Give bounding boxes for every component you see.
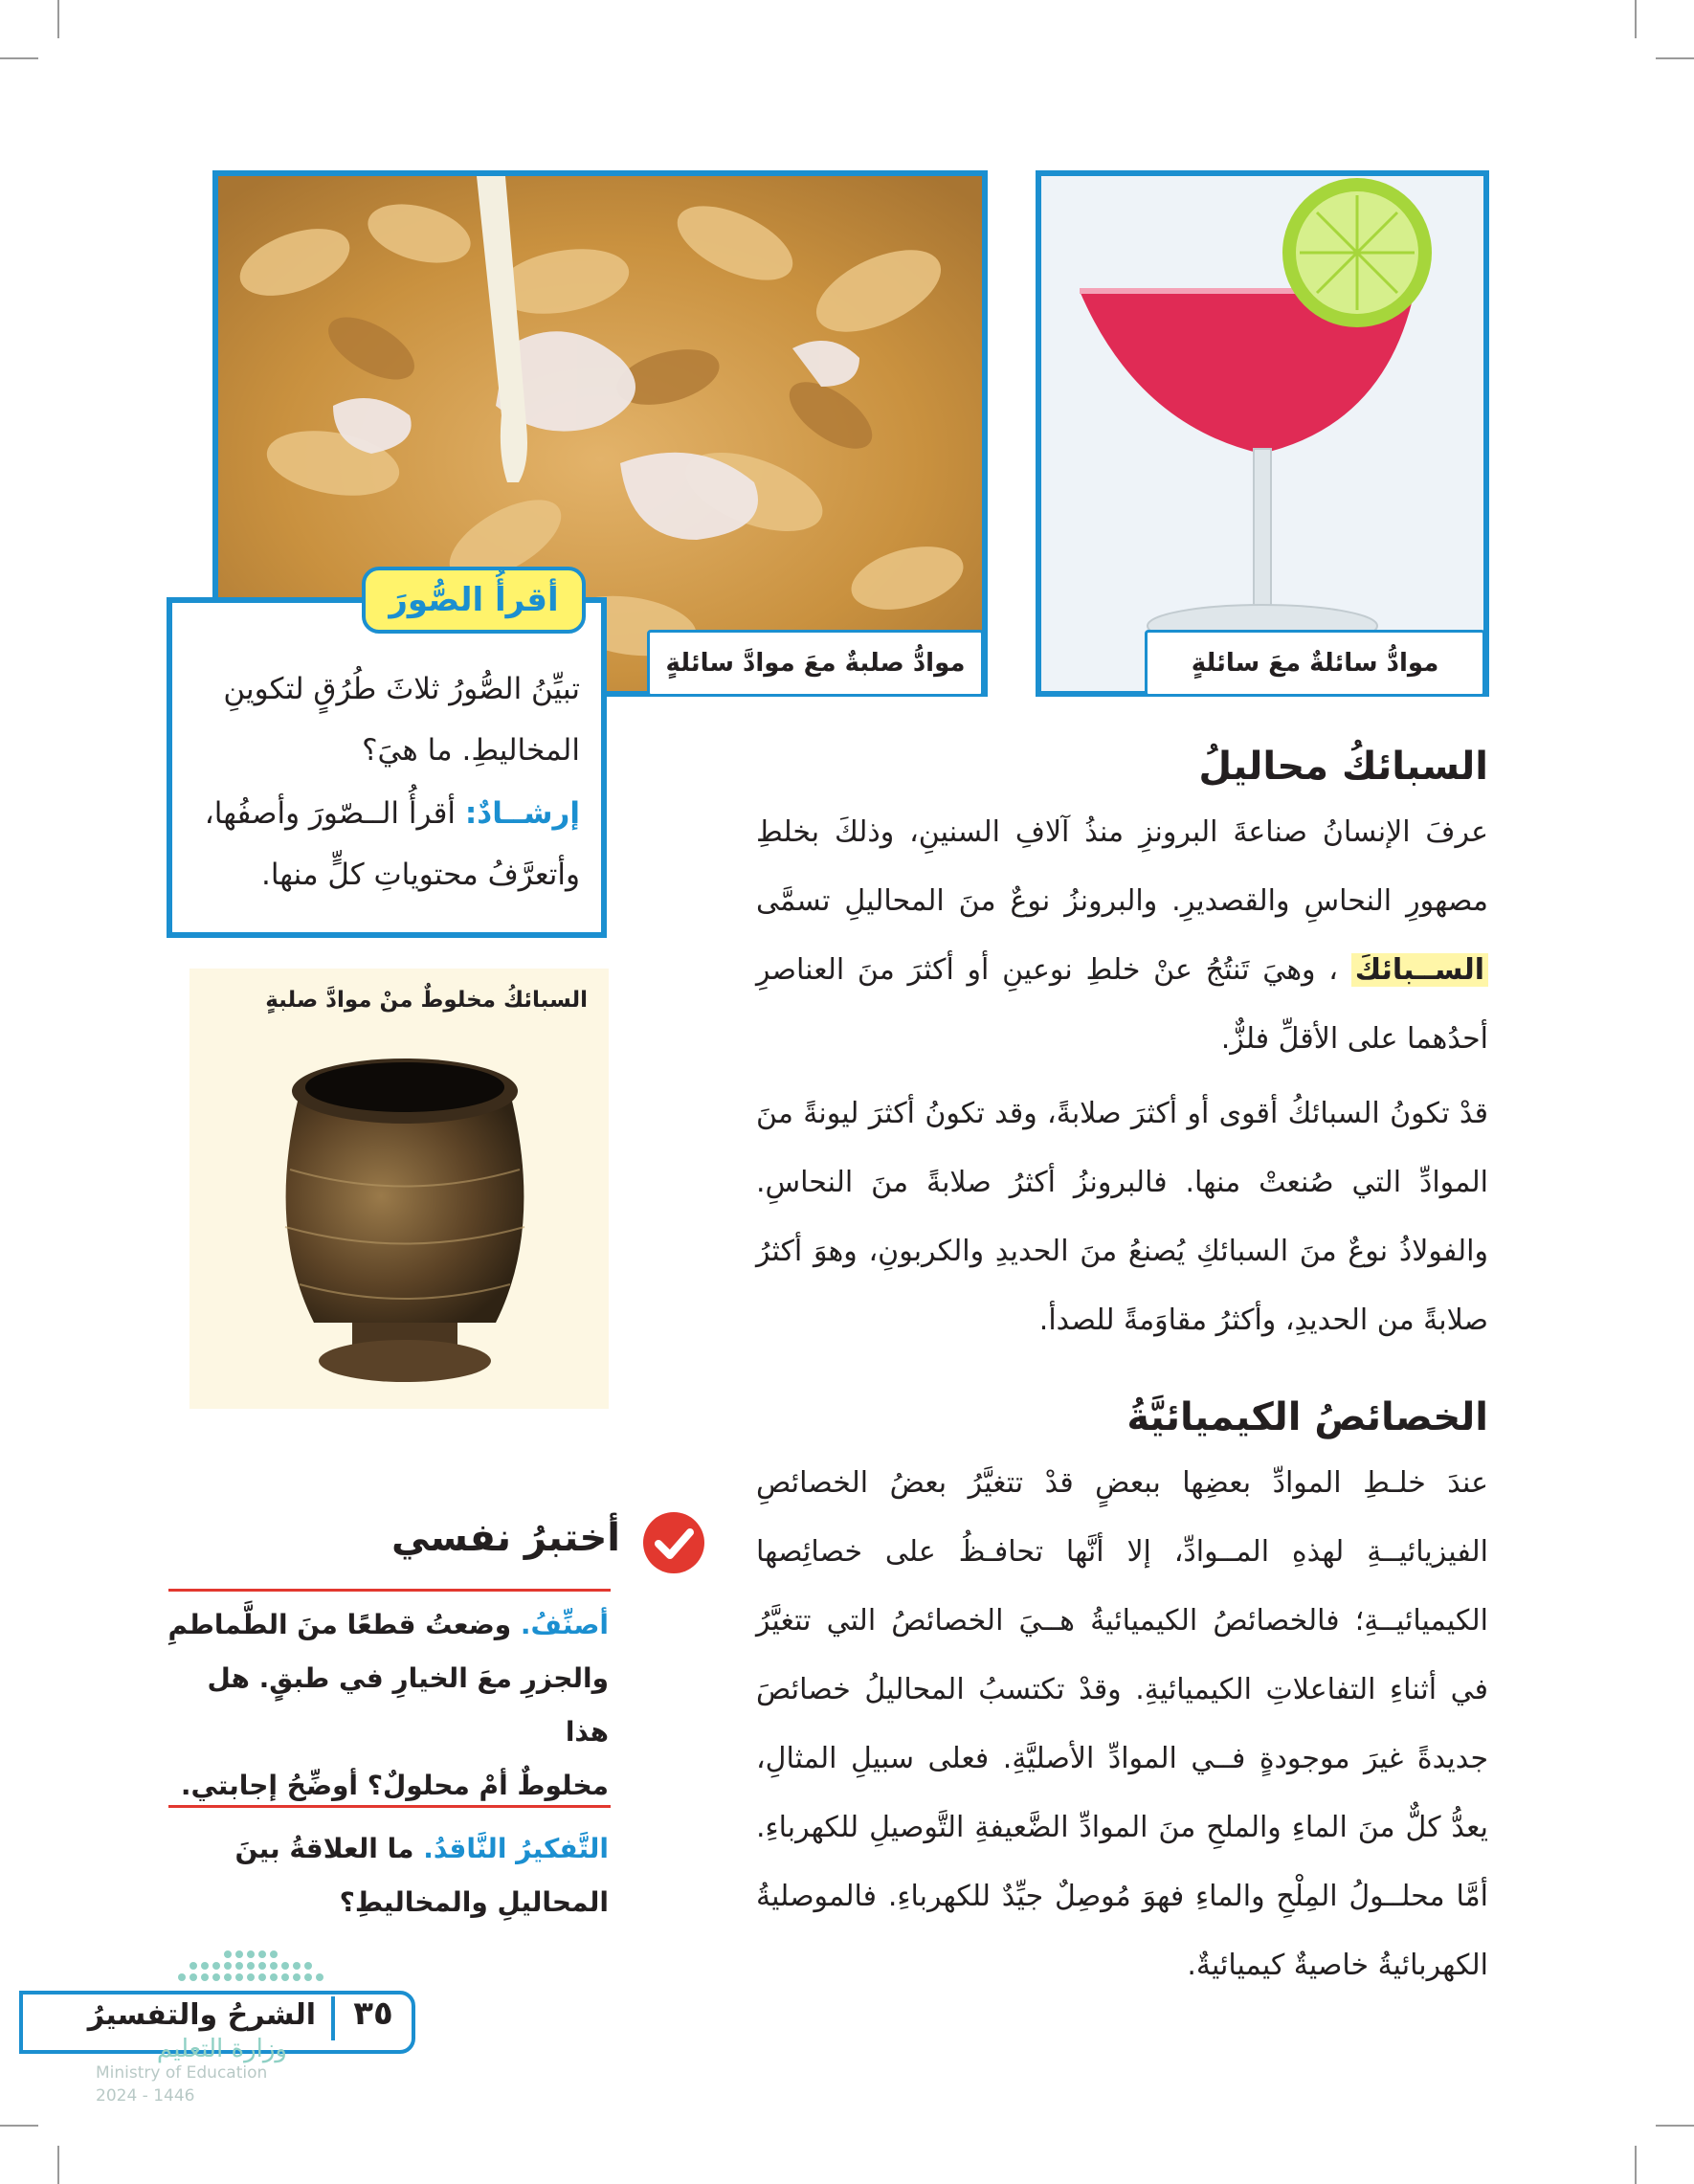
self-test-q2: [159, 1822, 609, 1929]
read-hint: [178, 783, 580, 844]
hint-text: أقرأُ الــصّورَ وأصفُها،: [204, 796, 457, 831]
check-circle-icon: [641, 1510, 706, 1575]
q2-label: التَّفكيرُ النَّاقدُ.: [423, 1833, 609, 1864]
footer-section-title: الشرحُ والتفسيرُ: [87, 1998, 316, 2032]
read-line-4: وأتعرَّفُ محتوياتِ كلٍّ منها.: [261, 858, 580, 892]
drink-photo: [1036, 170, 1489, 697]
cereal-caption: موادُّ صلبةٌ معَ موادَّ سائلةٍ: [647, 630, 984, 697]
crop-mark: [0, 2125, 38, 2127]
crop-mark: [1656, 57, 1694, 59]
crop-mark: [1635, 0, 1637, 38]
alloys-paragraph-2: قدْ تكونُ السبائكُ أقوى أو أكثرَ صلابةً، وقد تكونُ أكثرَ ليونةً منَ الموادِّ التي صُنعتْ منها. فالبرونزُ أكثرُ صلابةً منَ النحاسِ. والفولاذُ نوعٌ منَ السبائكِ يُصنعُ منَ الحديدِ والكربونِ، وهوَ أكثرُ صلابةً من الحديدِ، وأكثرُ مقاوَمةً للصدأ.: [756, 1097, 1488, 1337]
divider-middle: [168, 1805, 611, 1808]
footer-divider: [331, 1996, 335, 2040]
glass-illustration: [1041, 176, 1483, 691]
divider-top: [168, 1589, 611, 1592]
read-pictures-title: أقرأُ الصُّورَ: [362, 567, 586, 634]
q1-line-3: مخلوطٌ أمْ محلولٌ؟ أوضِّحُ إجابتي.: [180, 1770, 609, 1801]
q1-text-1: وضعتُ قطعًا منَ الطَّماطمِ: [167, 1609, 512, 1640]
read-line-1: تبيِّنُ الصُّورُ ثلاثَ طُرُقٍ لتكوينِ: [223, 672, 580, 706]
chemical-heading: الخصائصُ الكيميائيَّةُ: [1126, 1395, 1488, 1439]
crop-mark: [1656, 2125, 1694, 2127]
crop-mark: [57, 0, 59, 38]
alloys-heading: السبائكُ محاليلُ: [1198, 745, 1488, 789]
alloys-p1-before: عرفَ الإنسانُ صناعةَ البرونزِ منذُ آلافِ السنينِ، وذلكَ بخلطِ مصهورِ النحاسِ والقصديرِ. والبرونزُ نوعٌ منَ المحاليلِ تسمَّى: [756, 815, 1488, 918]
hint-label: إرشــادٌ:: [464, 796, 580, 831]
drink-caption: موادُّ سائلةٌ معَ سائلةٍ: [1145, 630, 1485, 697]
alloys-paragraph-1: [756, 798, 1488, 1074]
chemical-paragraph: عندَ خلـطِ الموادِّ بعضِها ببعضٍ قدْ تتغيَّرُ بعضُ الخصائصِ الفيزيائيــةِ لهذهِ المــوادِّ، إلا أنَّها تحافـظُ على خصائِصها الكيميائيــةِ؛ فالخصائصُ الكيميائيةُ هــيَ الخصائصُ التي تتغيَّرُ في أثناءِ التفاعلاتِ الكيميائيةِ. وقدْ تكتسبُ المحاليلُ خصائصَ جديدةً غيرَ موجودةٍ فــي الموادِّ الأصليَّةِ. فعلى سبيلِ المثالِ، يعدُّ كلٌّ منَ الماءِ والملحِ منَ الموادِّ الضَّعيفةِ التَّوصيلِ للكهرباءِ. أمَّا محلــولُ المِلْحِ والماءِ فهوَ مُوصِلٌ جيِّدٌ للكهرباءِ. فالموصليةُ الكهربائيةُ خاصيةٌ كيميائيةٌ.: [756, 1466, 1488, 1982]
crop-mark: [1635, 2146, 1637, 2184]
self-test-title: أختبرُ نفسي: [391, 1516, 620, 1560]
pot-caption: السبائكُ مخلوطٌ منْ موادَّ صلبةٍ: [265, 988, 588, 1013]
alloys-term: الســبائكَ: [1351, 953, 1488, 987]
q2-text-1: ما العلاقةُ بينَ: [234, 1833, 414, 1864]
alloys-p1-after: ، وهيَ تَنتُجُ عنْ خلطِ نوعينِ أو أكثرَ منَ العناصرِ أحدُهما على الأقلِّ فلزٌّ.: [756, 953, 1488, 1056]
crop-mark: [57, 2146, 59, 2184]
q1-line-1: [159, 1598, 609, 1652]
q2-line-2: المحاليلِ والمخاليطِ؟: [339, 1886, 609, 1918]
crop-mark: [0, 57, 38, 59]
read-line-2: المخاليطِ. ما هيَ؟: [362, 733, 580, 768]
pot-image-panel: [189, 969, 609, 1409]
bronze-pot-illustration: [247, 1036, 563, 1409]
q1-line-2: والجزرِ معَ الخيارِ في طبقٍ. هل هذا: [207, 1662, 609, 1748]
q2-line-1: [159, 1822, 609, 1876]
ministry-logo-icon: [172, 1949, 345, 1987]
page-number: ٣٥: [353, 1995, 393, 2033]
self-test-q1: [159, 1598, 609, 1813]
q1-label: أصنِّفُ.: [520, 1609, 609, 1640]
ministry-name-ar: وزارة التعليم: [156, 2035, 287, 2063]
ministry-year: 2024 - 1446: [96, 2086, 195, 2106]
read-pictures-box: [167, 597, 607, 938]
ministry-name-en: Ministry of Education: [96, 2063, 268, 2083]
